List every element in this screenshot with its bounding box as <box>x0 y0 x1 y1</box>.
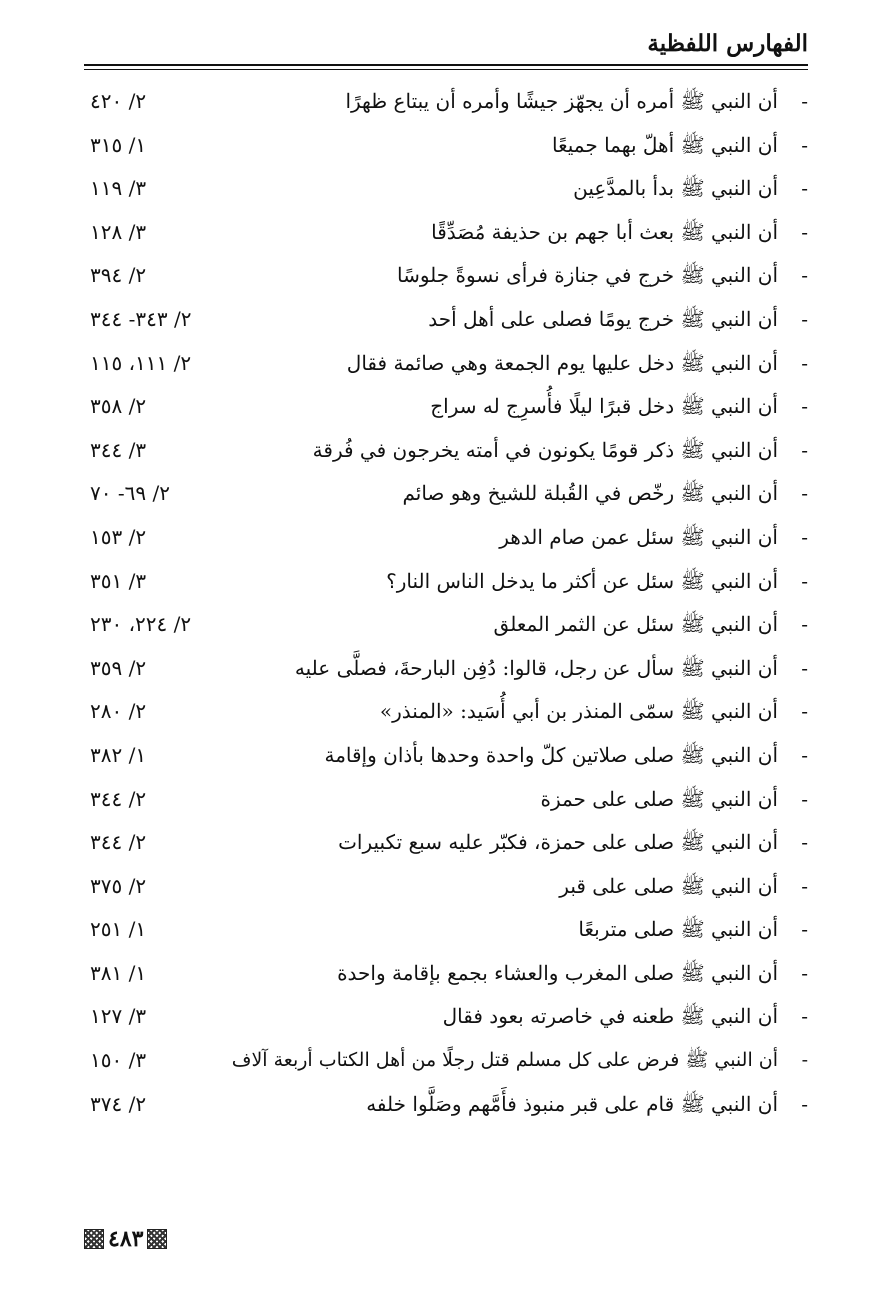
entry-reference: ٢/ ٣٤٤ <box>90 786 147 811</box>
entry-dash: - <box>801 263 808 288</box>
header-rule-thin <box>84 69 808 70</box>
entry-dash: - <box>801 655 808 680</box>
entry-reference: ١/ ٢٥١ <box>90 917 147 942</box>
entry-reference: ٣/ ١٢٨ <box>90 219 147 244</box>
entry-reference: ٣/ ٣٤٤ <box>90 437 147 462</box>
entry-dash: - <box>801 960 808 985</box>
entry-text: أن النبي ﷺ صلى المغرب والعشاء بجمع بإقامة واحدة <box>337 960 778 985</box>
entry-text: أن النبي ﷺ سمّى المنذر بن أبي أُسَيد: «المنذر» <box>379 699 778 724</box>
entry-text: أن النبي ﷺ بدأ بالمدَّعِين <box>573 176 778 201</box>
entry-reference: ٢/ ٣٧٤ <box>90 1091 147 1116</box>
entry-reference: ٢/ ٢٨٠ <box>90 699 147 724</box>
index-entry <box>84 1083 808 1127</box>
ornament-icon <box>84 1229 104 1249</box>
index-entry <box>84 429 808 473</box>
ornament-icon <box>147 1229 167 1249</box>
entry-dash: - <box>801 219 808 244</box>
entry-dash: - <box>801 568 808 593</box>
entry-dash: - <box>801 873 808 898</box>
entry-reference: ٢/ ٣٩٤ <box>90 263 147 288</box>
entry-text: أن النبي ﷺ دخل قبرًا ليلًا فأُسرِج له سراج <box>430 394 778 419</box>
entry-text: أن النبي ﷺ صلى على حمزة <box>540 786 778 811</box>
entry-text: أن النبي ﷺ خرج يومًا فصلى على أهل أحد <box>428 306 778 331</box>
index-entry <box>84 385 808 429</box>
entry-reference: ١/ ٣٨٢ <box>90 742 147 767</box>
entry-text: أن النبي ﷺ سأل عن رجل، قالوا: دُفِن البارحةَ، فصلَّى عليه <box>294 655 778 680</box>
entry-text: أن النبي ﷺ سئل عمن صام الدهر <box>499 524 778 549</box>
entry-reference: ٣/ ١١٩ <box>90 176 147 201</box>
entry-reference: ٢/ ٤٢٠ <box>90 89 147 113</box>
entry-reference: ١/ ٣١٥ <box>90 132 147 157</box>
entry-reference: ٢/ ١١١، ١١٥ <box>90 350 192 375</box>
entry-text: أن النبي ﷺ بعث أبا جهم بن حذيفة مُصَدِّقًا <box>431 219 778 244</box>
entry-dash: - <box>801 786 808 811</box>
entry-dash: - <box>801 1091 808 1116</box>
entry-text: أن النبي ﷺ صلى صلاتين كلّ واحدة وحدها بأذان وإقامة <box>324 742 778 767</box>
index-entry <box>84 865 808 909</box>
entry-dash: - <box>801 830 808 855</box>
entry-text: أن النبي ﷺ سئل عن الثمر المعلق <box>493 612 778 637</box>
entry-text: أن النبي ﷺ صلى على حمزة، فكبّر عليه سبع تكبيرات <box>338 830 778 855</box>
entry-text: أن النبي ﷺ أهلّ بهما جميعًا <box>552 132 778 157</box>
index-entry <box>84 734 808 778</box>
entry-reference: ٢/ ٢٢٤، ٢٣٠ <box>90 612 192 637</box>
entry-reference: ٢/ ٣٥٩ <box>90 655 147 680</box>
entry-reference: ٢/ ٣٧٥ <box>90 873 147 898</box>
page-number-block <box>84 1226 167 1252</box>
index-entry <box>84 211 808 255</box>
entry-text: أن النبي ﷺ ذكر قومًا يكونون في أمته يخرجون في فُرقة <box>312 437 778 462</box>
index-entry <box>84 472 808 516</box>
entry-reference: ٣/ ١٢٧ <box>90 1004 147 1029</box>
index-entry <box>84 995 808 1039</box>
entry-reference: ٢/ ٣٥٨ <box>90 394 147 419</box>
page-number: ٤٨٣ <box>108 1226 144 1252</box>
entry-text: أن النبي ﷺ دخل عليها يوم الجمعة وهي صائمة فقال <box>346 350 778 375</box>
entry-dash: - <box>801 1049 808 1072</box>
index-entry <box>84 952 808 996</box>
entry-dash: - <box>801 306 808 331</box>
index-entry <box>84 821 808 865</box>
index-entry <box>84 1039 808 1083</box>
entry-dash: - <box>801 437 808 462</box>
running-header <box>84 28 808 64</box>
index-entry <box>84 908 808 952</box>
entry-dash: - <box>801 394 808 419</box>
index-entry <box>84 647 808 691</box>
index-entry <box>84 298 808 342</box>
index-entry <box>84 690 808 734</box>
entry-reference: ٣/ ١٥٠ <box>90 1048 147 1073</box>
entry-text: أن النبي ﷺ رخّص في القُبلة للشيخ وهو صائم <box>402 481 778 506</box>
entry-reference: ٢/ ٣٤٤ <box>90 830 147 855</box>
entry-dash: - <box>801 524 808 549</box>
entry-text: أن النبي ﷺ صلى على قبر <box>559 873 778 898</box>
page-title: الفهارس اللفظية <box>647 30 808 57</box>
entry-text: أن النبي ﷺ سئل عن أكثر ما يدخل الناس النار؟ <box>386 568 778 593</box>
entry-text: أن النبي ﷺ أمره أن يجهّز جيشًا وأمره أن يبتاع ظهرًا <box>345 89 778 113</box>
header-rule-thick <box>84 64 808 66</box>
entry-dash: - <box>801 612 808 637</box>
entry-text: أن النبي ﷺ طعنه في خاصرته بعود فقال <box>442 1004 778 1029</box>
entry-reference: ٣/ ٣٥١ <box>90 568 147 593</box>
entry-reference: ٢/ ١٥٣ <box>90 524 147 549</box>
entry-reference: ٢/ ٣٤٣- ٣٤٤ <box>90 306 192 331</box>
index-entry <box>84 80 808 124</box>
index-entry <box>84 167 808 211</box>
index-entry <box>84 124 808 168</box>
index-entry <box>84 603 808 647</box>
index-entry <box>84 254 808 298</box>
index-entries-list <box>84 80 808 1126</box>
entry-text: أن النبي ﷺ خرج في جنازة فرأى نسوةً جلوسًا <box>396 263 778 288</box>
entry-dash: - <box>801 699 808 724</box>
entry-dash: - <box>801 350 808 375</box>
index-entry <box>84 778 808 822</box>
entry-text: أن النبي ﷺ فرض على كل مسلم قتل رجلًا من أهل الكتاب أربعة آلاف <box>231 1049 778 1072</box>
entry-reference: ١/ ٣٨١ <box>90 960 147 985</box>
entry-dash: - <box>801 89 808 113</box>
index-entry <box>84 342 808 386</box>
index-entry <box>84 560 808 604</box>
entry-text: أن النبي ﷺ صلى متربعًا <box>578 917 778 942</box>
entry-dash: - <box>801 132 808 157</box>
entry-dash: - <box>801 742 808 767</box>
entry-text: أن النبي ﷺ قام على قبر منبوذ فأَمَّهم وصَلَّوا خلفه <box>366 1091 778 1116</box>
index-entry <box>84 516 808 560</box>
entry-dash: - <box>801 481 808 506</box>
entry-dash: - <box>801 176 808 201</box>
entry-reference: ٢/ ٦٩- ٧٠ <box>90 481 170 506</box>
entry-dash: - <box>801 917 808 942</box>
entry-dash: - <box>801 1004 808 1029</box>
